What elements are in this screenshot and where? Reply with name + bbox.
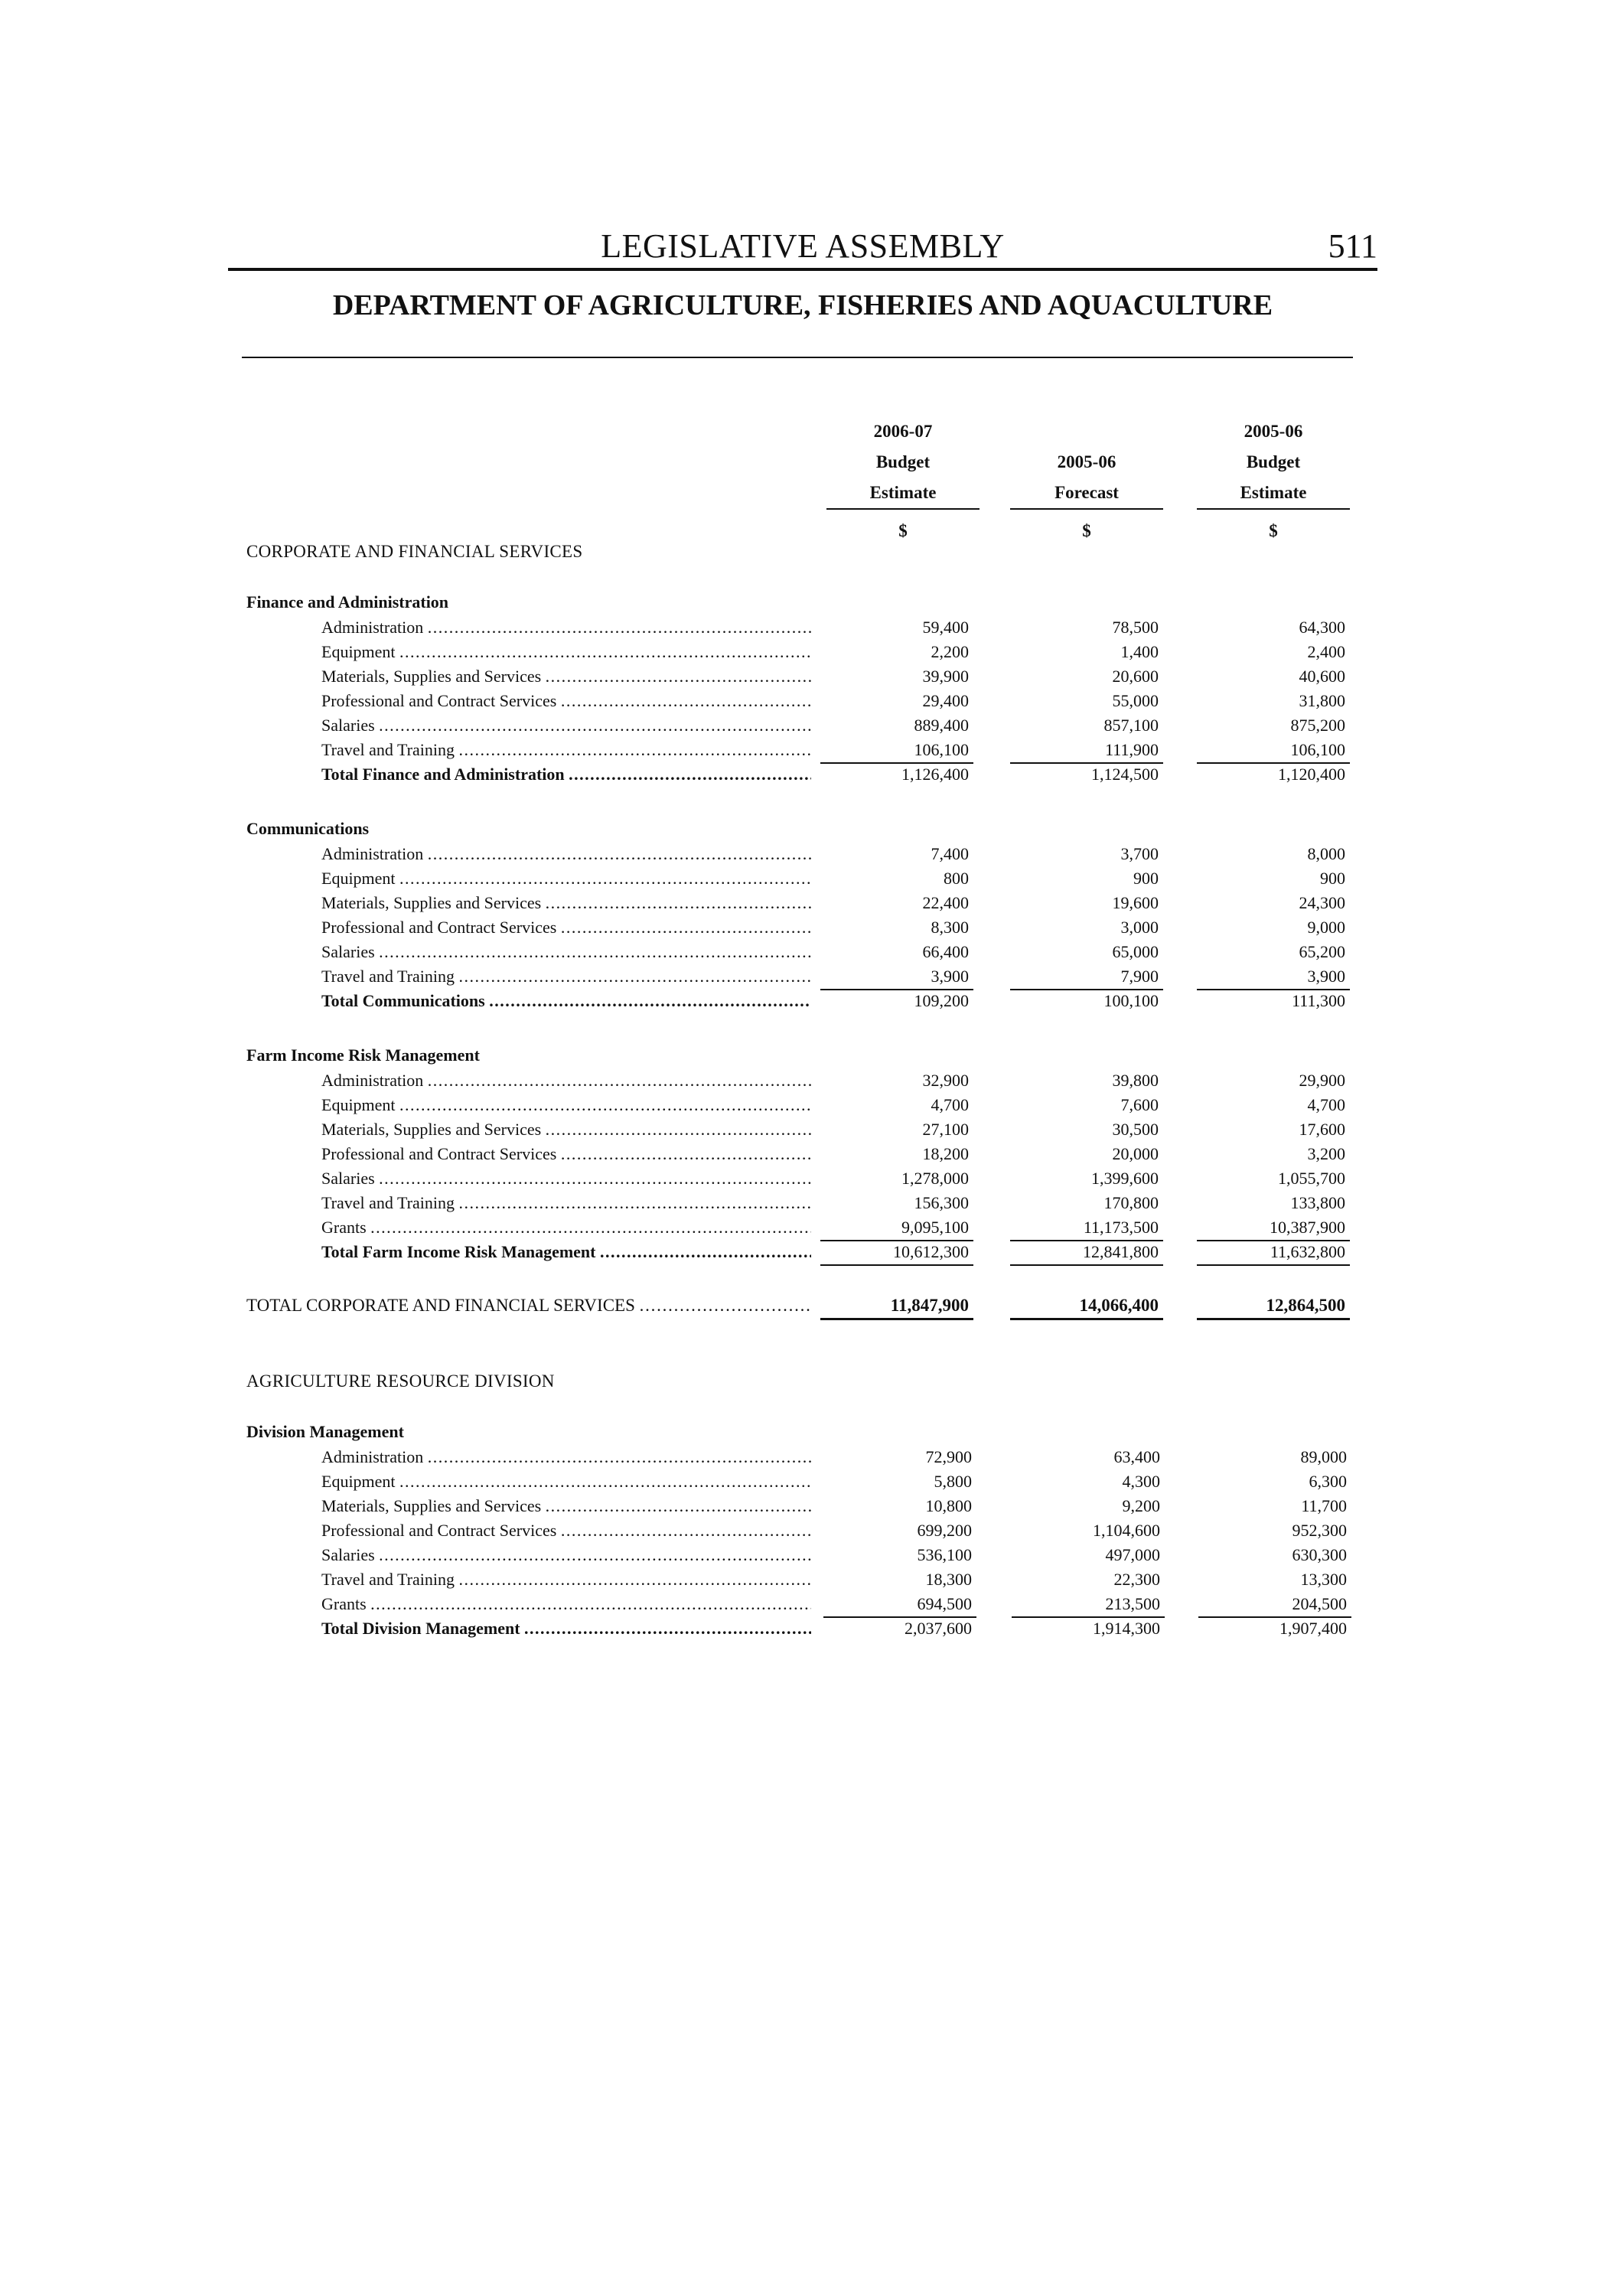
value-2005-06-estimate: 2,400 [1307,642,1345,661]
value-2005-06-estimate: 17,600 [1299,1120,1345,1139]
value-2005-06-forecast: 111,900 [1010,738,1163,764]
subtotal-row [0,989,1607,1013]
row-label: Administration [321,618,424,637]
value-2006-07-estimate: 106,100 [820,738,973,764]
value-2005-06-forecast: 14,066,400 [1010,1293,1163,1320]
value-2005-06-forecast: 900 [1133,869,1159,888]
value-2006-07-estimate: 32,900 [922,1071,969,1090]
row-label: Equipment [321,869,396,888]
row-label: Total Communications [321,991,485,1010]
column-header-line2: Budget [1246,452,1301,471]
header-title: LEGISLATIVE ASSEMBLY [601,227,1005,265]
row-label: Professional and Contract Services [321,1144,557,1163]
value-2005-06-forecast: 1,399,600 [1091,1169,1159,1188]
value-2005-06-forecast: 7,600 [1120,1095,1159,1114]
table-row [0,738,1607,762]
table-row [0,842,1607,866]
row-label: Materials, Supplies and Services [321,667,542,686]
column-unit: $ [1269,521,1278,540]
value-2005-06-estimate: 630,300 [1292,1545,1347,1564]
value-2005-06-estimate: 10,387,900 [1197,1215,1350,1241]
value-2005-06-estimate: 31,800 [1299,691,1345,710]
row-label: Travel and Training [321,1193,455,1212]
row-label: Salaries [321,716,375,735]
row-label: Professional and Contract Services [321,1521,557,1540]
table-row [0,1445,1607,1469]
value-2006-07-estimate: 66,400 [922,942,969,961]
row-label: Equipment [321,642,396,661]
value-2006-07-estimate: 18,200 [922,1144,969,1163]
column-header-line3: Forecast [1010,478,1163,510]
column-header-line3: Estimate [826,478,980,510]
value-2006-07-estimate: 5,800 [934,1472,972,1491]
value-2005-06-forecast: 78,500 [1112,618,1159,637]
value-2006-07-estimate: 800 [944,869,969,888]
value-2005-06-forecast: 1,914,300 [1093,1619,1160,1638]
value-2005-06-estimate: 3,200 [1307,1144,1345,1163]
column-header-line3: Estimate [1197,478,1350,510]
column-header-line1: 2006-07 [873,422,933,441]
value-2005-06-estimate: 133,800 [1290,1193,1345,1212]
table-row [0,1215,1607,1240]
value-2005-06-estimate: 952,300 [1292,1521,1347,1540]
value-2005-06-forecast: 63,400 [1113,1447,1160,1466]
value-2006-07-estimate: 2,200 [931,642,969,661]
column-header-line1: 2005-06 [1244,422,1303,441]
value-2005-06-forecast: 170,800 [1103,1193,1159,1212]
row-label: Administration [321,1447,424,1466]
value-2006-07-estimate: 22,400 [922,893,969,912]
column-header-2005-06-estimate [1197,416,1350,546]
table-row [0,1117,1607,1142]
value-2005-06-forecast: 7,900 [1010,964,1163,990]
table-row [0,940,1607,964]
row-label: Equipment [321,1472,396,1491]
table-row [0,664,1607,689]
header-rule [228,268,1377,271]
value-2005-06-estimate: 24,300 [1299,893,1345,912]
table-row [0,915,1607,940]
table-row [0,1191,1607,1215]
value-2005-06-estimate: 11,700 [1301,1496,1347,1515]
subsection-title: Division Management [246,1422,404,1441]
value-2005-06-forecast: 30,500 [1112,1120,1159,1139]
value-2005-06-forecast: 55,000 [1112,691,1159,710]
row-label: Salaries [321,1169,375,1188]
value-2005-06-forecast: 857,100 [1103,716,1159,735]
value-2005-06-forecast: 1,124,500 [1091,765,1159,784]
grand-total-row [0,1293,1607,1318]
value-2006-07-estimate: 11,847,900 [820,1293,973,1320]
value-2006-07-estimate: 7,400 [931,844,969,863]
table-row [0,1093,1607,1117]
table-row [0,1142,1607,1166]
value-2006-07-estimate: 59,400 [922,618,969,637]
value-2006-07-estimate: 2,037,600 [905,1619,972,1638]
row-label: TOTAL CORPORATE AND FINANCIAL SERVICES [246,1296,635,1315]
value-2005-06-forecast: 12,841,800 [1010,1240,1163,1266]
value-2006-07-estimate: 1,126,400 [901,765,969,784]
value-2005-06-estimate: 875,200 [1290,716,1345,735]
value-2005-06-estimate: 1,907,400 [1279,1619,1347,1638]
table-row [0,866,1607,891]
column-unit: $ [898,521,908,540]
value-2006-07-estimate: 72,900 [925,1447,972,1466]
value-2005-06-estimate: 13,300 [1300,1570,1347,1589]
table-row [0,713,1607,738]
value-2005-06-estimate: 12,864,500 [1197,1293,1350,1320]
value-2006-07-estimate: 1,278,000 [901,1169,969,1188]
value-2005-06-forecast: 213,500 [1012,1592,1165,1618]
table-row [0,615,1607,640]
table-row [0,640,1607,664]
value-2006-07-estimate: 4,700 [931,1095,969,1114]
section-title: AGRICULTURE RESOURCE DIVISION [246,1371,555,1391]
value-2005-06-estimate: 6,300 [1309,1472,1347,1491]
value-2006-07-estimate: 109,200 [914,991,969,1010]
value-2005-06-forecast: 20,000 [1112,1144,1159,1163]
value-2005-06-forecast: 3,700 [1120,844,1159,863]
column-header-2006-07-estimate [826,416,980,546]
value-2006-07-estimate: 10,612,300 [820,1240,973,1266]
value-2006-07-estimate: 536,100 [917,1545,972,1564]
subtotal-row [0,1616,1607,1641]
value-2005-06-estimate: 4,700 [1307,1095,1345,1114]
value-2005-06-forecast: 1,104,600 [1093,1521,1160,1540]
subsection-title: Finance and Administration [246,592,449,612]
value-2005-06-forecast: 11,173,500 [1010,1215,1163,1241]
value-2006-07-estimate: 889,400 [914,716,969,735]
value-2005-06-estimate: 29,900 [1299,1071,1345,1090]
row-label: Administration [321,844,424,863]
row-label: Salaries [321,942,375,961]
subtotal-row [0,1240,1607,1264]
table-row [0,1068,1607,1093]
value-2005-06-forecast: 1,400 [1120,642,1159,661]
value-2006-07-estimate: 694,500 [823,1592,976,1618]
row-label: Total Finance and Administration [321,765,565,784]
row-label: Materials, Supplies and Services [321,1496,542,1515]
row-label: Materials, Supplies and Services [321,1120,542,1139]
subtotal-row [0,762,1607,787]
value-2006-07-estimate: 39,900 [922,667,969,686]
row-label: Administration [321,1071,424,1090]
value-2005-06-forecast: 22,300 [1113,1570,1160,1589]
value-2005-06-estimate: 89,000 [1300,1447,1347,1466]
row-label: Professional and Contract Services [321,918,557,937]
page-header [228,225,1377,268]
value-2006-07-estimate: 699,200 [917,1521,972,1540]
value-2006-07-estimate: 29,400 [922,691,969,710]
value-2005-06-estimate: 9,000 [1307,918,1345,937]
row-label: Total Farm Income Risk Management [321,1242,596,1261]
table-row [0,1469,1607,1494]
value-2005-06-forecast: 39,800 [1112,1071,1159,1090]
table-row [0,891,1607,915]
column-header-line2: Budget [875,452,931,471]
table-row [0,689,1607,713]
page-number: 511 [1328,227,1377,265]
value-2005-06-estimate: 900 [1320,869,1345,888]
row-label: Materials, Supplies and Services [321,893,542,912]
value-2005-06-estimate: 1,055,700 [1278,1169,1345,1188]
subsection-title: Farm Income Risk Management [246,1045,480,1065]
value-2005-06-forecast: 100,100 [1103,991,1159,1010]
column-header-line1 [1010,416,1163,447]
value-2006-07-estimate: 156,300 [914,1193,969,1212]
table-row [0,964,1607,989]
department-rule [242,357,1353,358]
subsection-title: Communications [246,819,370,838]
section-title: CORPORATE AND FINANCIAL SERVICES [246,542,583,561]
table-row [0,1592,1607,1616]
row-label: Equipment [321,1095,396,1114]
value-2006-07-estimate: 10,800 [925,1496,972,1515]
row-label: Professional and Contract Services [321,691,557,710]
table-row [0,1494,1607,1518]
value-2005-06-estimate: 3,900 [1197,964,1350,990]
value-2005-06-forecast: 20,600 [1112,667,1159,686]
value-2006-07-estimate: 8,300 [931,918,969,937]
table-row [0,1567,1607,1592]
column-header-line2: 2005-06 [1057,452,1116,471]
value-2005-06-estimate: 1,120,400 [1278,765,1345,784]
value-2005-06-forecast: 497,000 [1105,1545,1160,1564]
value-2006-07-estimate: 18,300 [925,1570,972,1589]
value-2005-06-forecast: 3,000 [1120,918,1159,937]
value-2006-07-estimate: 3,900 [820,964,973,990]
value-2006-07-estimate: 27,100 [922,1120,969,1139]
table-row [0,1518,1607,1543]
value-2005-06-estimate: 106,100 [1197,738,1350,764]
department-title: DEPARTMENT OF AGRICULTURE, FISHERIES AND AQUACULTURE [332,289,1273,321]
value-2005-06-forecast: 9,200 [1122,1496,1160,1515]
value-2005-06-estimate: 8,000 [1307,844,1345,863]
value-2005-06-estimate: 40,600 [1299,667,1345,686]
value-2005-06-estimate: 111,300 [1292,991,1345,1010]
value-2005-06-forecast: 65,000 [1112,942,1159,961]
row-label: Total Division Management [321,1619,520,1638]
table-row [0,1543,1607,1567]
row-label: Salaries [321,1545,375,1564]
row-label: Grants [321,1218,367,1237]
value-2005-06-forecast: 4,300 [1122,1472,1160,1491]
row-label: Travel and Training [321,740,455,759]
column-header-2005-06-forecast [1010,416,1163,546]
row-label: Grants [321,1594,367,1613]
value-2005-06-estimate: 65,200 [1299,942,1345,961]
row-label: Travel and Training [321,1570,455,1589]
value-2005-06-estimate: 11,632,800 [1197,1240,1350,1266]
value-2005-06-estimate: 64,300 [1299,618,1345,637]
table-row [0,1166,1607,1191]
value-2005-06-forecast: 19,600 [1112,893,1159,912]
column-unit: $ [1082,521,1091,540]
value-2006-07-estimate: 9,095,100 [820,1215,973,1241]
value-2005-06-estimate: 204,500 [1198,1592,1351,1618]
row-label: Travel and Training [321,967,455,986]
